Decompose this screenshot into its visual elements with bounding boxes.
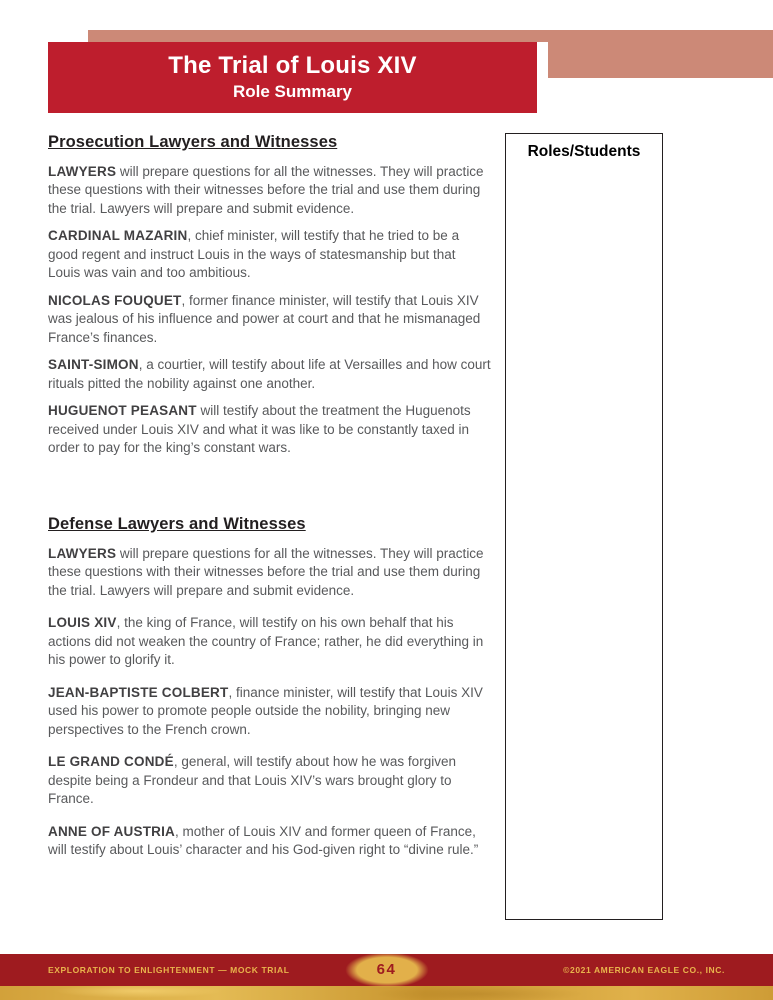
role-entry	[48, 402, 491, 457]
role-description: , chief minister, will testify that he tried to be a good regent and instruct Louis in the ways of statesmanship but that Louis was vain and too ambitious.	[48, 228, 460, 281]
page-title: The Trial of Louis XIV	[168, 52, 417, 80]
role-name: JEAN-BAPTISTE COLBERT	[48, 684, 229, 700]
role-entry	[48, 614, 491, 669]
footer-copyright: ©2021 AMERICAN EAGLE CO., INC.	[563, 965, 725, 975]
defense-section	[48, 515, 491, 860]
role-entry	[48, 227, 491, 282]
role-entry	[48, 823, 491, 860]
footer-unit-title: EXPLORATION TO ENLIGHTENMENT — MOCK TRIAL	[48, 965, 290, 975]
role-description: , the king of France, will testify on his own behalf that his actions did not weaken the country of France; rather, he did everything in his power to glorify it.	[48, 615, 484, 668]
section-heading-defense: Defense Lawyers and Witnesses	[48, 514, 306, 533]
role-description: , a courtier, will testify about life at Versailles and how court rituals pitted the nobility against one another.	[48, 357, 491, 391]
page-number: 64	[376, 961, 397, 978]
role-entry	[48, 753, 491, 808]
role-name: HUGUENOT PEASANT	[48, 403, 197, 419]
role-name: CARDINAL MAZARIN	[48, 228, 188, 244]
role-name: LE GRAND CONDÉ	[48, 754, 174, 770]
role-name: NICOLAS FOUQUET	[48, 292, 182, 308]
role-description: , general, will testify about how he was forgiven despite being a Frondeur and that Louis XIV’s wars brought glory to France.	[48, 754, 456, 807]
role-entry	[48, 356, 491, 393]
page-number-patch	[327, 954, 447, 1000]
roles-students-header: Roles/Students	[527, 143, 641, 160]
section-heading-prosecution: Prosecution Lawyers and Witnesses	[48, 133, 338, 151]
role-description: will prepare questions for all the witnesses. They will practice these questions with their witnesses before the trial and use them during the trial. Lawyers will prepare and submit evidence.	[48, 164, 484, 216]
role-description: , finance minister, will testify that Louis XIV used his power to promote people outside the nobility, bringing new perspectives to the French crown.	[48, 684, 483, 737]
role-entry	[48, 684, 491, 739]
content-column	[48, 133, 491, 874]
prosecution-section	[48, 133, 491, 458]
role-description: , former finance minister, will testify that Louis XIV was jealous of his influence and power at court and that he mismanaged France’s finances.	[48, 292, 481, 345]
role-entry	[48, 163, 491, 218]
role-description: will testify about the treatment the Huguenots received under Louis XIV and what it was like to be constantly taxed in order to pay for the king’s constant wars.	[48, 403, 471, 456]
role-name: LAWYERS	[48, 164, 117, 179]
role-entry	[48, 292, 491, 347]
roles-students-box	[505, 133, 663, 920]
role-description: , mother of Louis XIV and former queen of France, will testify about Louis’ character and his God-given right to “divine rule.”	[48, 823, 479, 858]
role-description: will prepare questions for all the witnesses. They will practice these questions with their witnesses before the trial and use them during the trial. Lawyers will prepare and submit evidence.	[48, 545, 484, 598]
role-name: ANNE OF AUSTRIA	[48, 823, 175, 839]
role-name: LOUIS XIV	[48, 615, 117, 631]
role-name: SAINT-SIMON	[48, 357, 139, 373]
page-footer	[0, 954, 773, 1000]
page-subtitle: Role Summary	[232, 82, 353, 102]
role-name: LAWYERS	[48, 545, 117, 561]
role-entry	[48, 545, 491, 600]
title-banner	[48, 42, 548, 118]
